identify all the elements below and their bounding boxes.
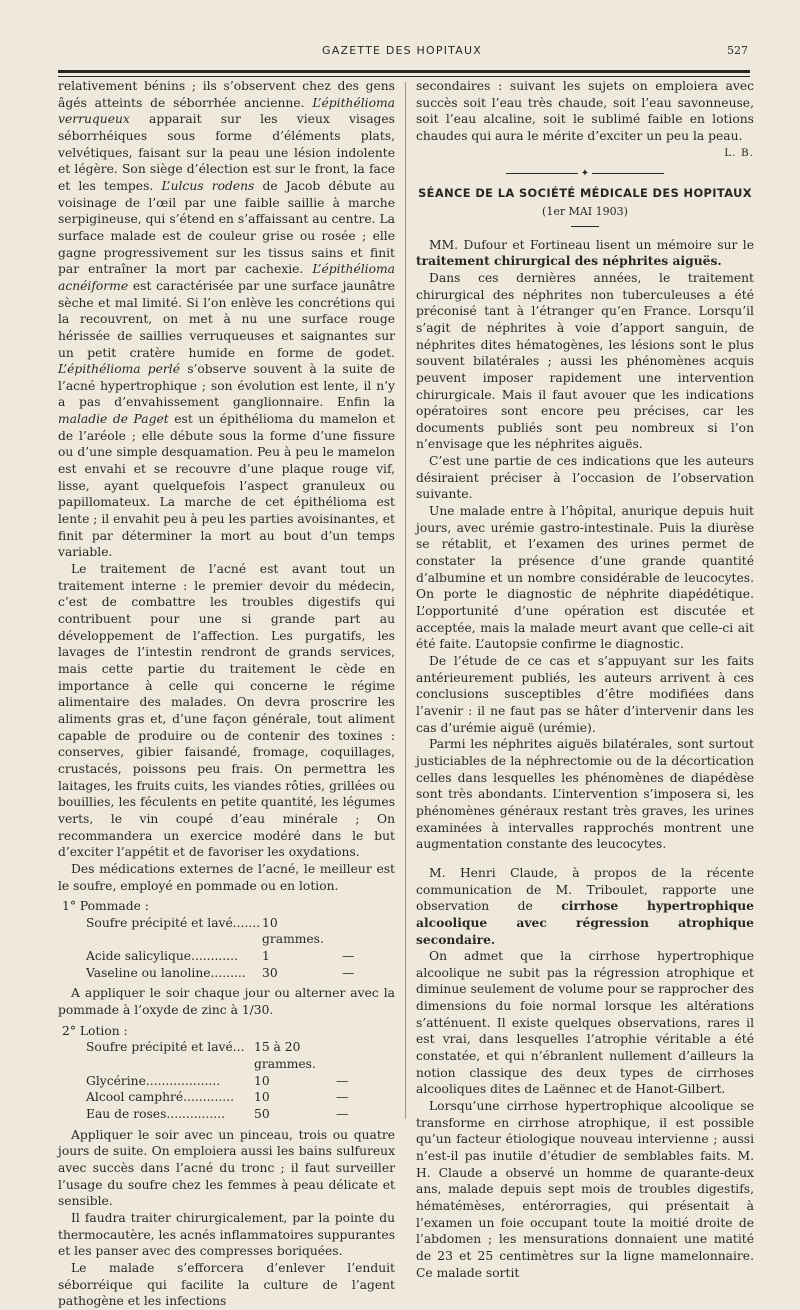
- unit: —: [342, 965, 355, 980]
- quantity: 50: [254, 1107, 270, 1122]
- left-column: [58, 78, 395, 1310]
- running-head: [56, 44, 748, 64]
- quantity: 10: [254, 1090, 270, 1105]
- recipe-row: [58, 1073, 395, 1090]
- unit: —: [336, 1073, 349, 1088]
- text: apparait sur les vieux visages séborrhéiques sous forme d’éléments plats, velvétiques, faisant sur la peau une lésion indolente et légère. Son siège d’élection est sur le front, la face et les tempes.: [58, 112, 395, 193]
- paragraph: Parmi les néphrites aiguës bilatérales, sont surtout justiciables de la néphrectomie ou de la décortication celles dans lesquelles les phénomènes de diapédèse sont très abondants. L’intervention s’imposera si, les phénomènes généraux restant très graves, les urines examinées à intervalles rapprochés montrent une augmentation constante des leucocytes.: [416, 737, 754, 852]
- italic-term: L’épithélioma verruqueux: [58, 95, 395, 127]
- text: est un épithélioma du mamelon et de l’aréole ; elle débute sous la forme d’une fissure ou d’une simple desquamation. Peu à peu le mamelon est envahi et se recouvre d’une plaque rouge vif, lisse, ayant quelquefois l’aspect granuleux ou papillomateux. La marche de cet épithélioma est lente ; il envahit peu à peu les parties avoisinantes, et finit par déterminer la mort au bout d’un temps variable.: [58, 412, 395, 560]
- short-rule: [571, 226, 599, 227]
- recipe-title: 1° Pommade :: [62, 899, 149, 914]
- ingredient: Glycérine...................: [86, 1073, 221, 1088]
- unit: —: [336, 1107, 349, 1122]
- paragraph: On admet que la cirrhose hypertrophique alcoolique ne subit pas la régression atrophique et diminue seulement de volume pour se rapprocher des dimensions du foie normal lorsque les altérations s’atténuent. Il existe quelques observations, rares il est vrai, dans lesquelles l’atrophie véritable a été constatée, et qui n’ébranlent nullement d’ailleurs la notion classique des deux types de cirrhoses alcooliques dites de Laënnec et de Hanot-Gilbert.: [416, 949, 754, 1097]
- section-title: SÉANCE DE LA SOCIÉTÉ MÉDICALE DES HOPITAUX: [418, 186, 752, 201]
- column-divider: [405, 82, 406, 1119]
- paragraph: [58, 78, 395, 561]
- ingredient: Acide salicylique............: [86, 949, 238, 964]
- text: s’observe souvent à la suite de l’acné hypertrophique ; son évolution est lente, il n’y a pas d’envahissement ganglionnaire. Enfin la: [58, 362, 396, 410]
- italic-term: L’épithélioma acnéiforme: [58, 262, 395, 293]
- text: M. Henri Claude, à propos de la récente communication de M. Triboulet, rapporte une observation de: [416, 865, 754, 914]
- recipe-row: [58, 948, 395, 965]
- paragraph: [416, 865, 754, 948]
- recipe-lotion: [58, 1023, 395, 1123]
- recipe-row: [58, 915, 395, 948]
- text: de Jacob débute au voisinage de l’œil par une faible saillie à marche serpigineuse, qui s’étend en s’affaissant au centre. La surface malade est de couleur grise ou rosée ; elle gagne progressivement sur les tissus sains et finit par entraîner la mort par cachexie.: [58, 178, 395, 277]
- bold-heading: traitement chirurgical des néphrites aiguës.: [416, 253, 722, 269]
- recipe-pommade: [58, 898, 395, 981]
- quantity: 1: [262, 949, 270, 964]
- header-rule-thin: [58, 76, 750, 77]
- section-ornament: ✦: [416, 169, 754, 179]
- paragraph: A appliquer le soir chaque jour ou alterner avec la pommade à l’oxyde de zinc à 1/30.: [58, 986, 395, 1018]
- header-rule-thick: [58, 70, 750, 73]
- italic-term: L’ulcus rodens: [161, 178, 255, 193]
- ingredient: Eau de roses...............: [86, 1107, 226, 1122]
- paragraph: Le malade s’efforcera d’enlever l’enduit séborréique qui facilite la culture de l’agent pathogène et les infections: [58, 1260, 395, 1309]
- paragraph: Lorsqu’une cirrhose hypertrophique alcoolique se transforme en cirrhose atrophique, il est possible qu’un facteur étiologique nouveau intervienne ; aussi n’est-il pas inutile d’étudier de semblables faits. M. H. Claude a observé un homme de quarante-deux ans, malade depuis sept mois de troubles digestifs, hématémèses, entérorragies, qui présentait à l’examen un foie occupant toute la moitié droite de l’abdomen ; les mensurations donnaient une matité de 23 et 25 centimètres sur la ligne mamelonnaire. Ce malade sortit: [416, 1099, 754, 1280]
- unit: —: [336, 1090, 349, 1105]
- recipe-title: 2° Lotion :: [62, 1023, 128, 1038]
- right-column: [416, 78, 754, 1281]
- ingredient: Alcool camphré.............: [86, 1090, 234, 1105]
- recipe-row: [58, 1089, 395, 1106]
- bold-heading: cirrhose hypertrophique alcoolique avec régression atrophique secondaire.: [416, 898, 754, 947]
- paragraph: Il faudra traiter chirurgicalement, par la pointe du thermocautère, les acnés inflammatoires suppurantes et les panser avec des compresses boriquées.: [58, 1210, 395, 1259]
- section-date: (1er MAI 1903): [542, 204, 628, 218]
- unit: [336, 1039, 376, 1072]
- quantity: 10 grammes.: [262, 915, 324, 947]
- ingredient: Soufre précipité et lavé...: [86, 1040, 245, 1055]
- paragraph: Le traitement de l’acné est avant tout un traitement interne : le premier devoir du médecin, c’est de combattre les troubles digestifs qui contribuent pour une si grande part au développement de l’affection. Les purgatifs, les lavages de l’intestin rendront de grands services, mais cette partie du traitement le cède en importance à celle qui concerne le régime alimentaire des malades. On devra proscrire les aliments gras et, d’une façon générale, tout aliment capable de produire ou de contenir des toxines : conserves, gibier faisandé, fromage, coquillages, crustacés, poissons peu frais. On permettra les laitages, les fruits cuits, les viandes rôties, grillées ou bouillies, les féculents en petite quantité, les légumes verts, le vin coupé d’eau minérale ; On recommandera un exercice modéré dans le but d’exciter l’appétit et de favoriser les oxydations.: [58, 562, 395, 860]
- paragraph: Une malade entre à l’hôpital, anurique depuis huit jours, avec urémie gastro-intestinale. Puis la diurèse se rétablit, et l’examen des urines permet de constater la présence d’une grande quantité d’albumine et un nombre considérable de leucocytes. On porte le diagnostic de néphrite diapédétique. L’opportunité d’une opération est discutée et acceptée, mais la malade meurt avant que celle-ci ait été faite. L’autopsie confirme le diagnostic.: [416, 504, 754, 652]
- page-number: 527: [727, 44, 748, 57]
- ingredient: Soufre précipité et lavé.......: [86, 915, 261, 930]
- recipe-row: [58, 965, 395, 982]
- text: relativement bénins ; ils s’observent chez des gens âgés atteints de séborrhée ancienne.: [58, 79, 395, 110]
- unit: —: [342, 949, 355, 964]
- paragraph: [416, 237, 754, 270]
- recipe-row: [58, 1106, 395, 1123]
- unit: [342, 915, 382, 948]
- paragraph: Appliquer le soir avec un pinceau, trois ou quatre jours de suite. On emploiera aussi les bains sulfureux avec succès dans l’acné du tronc ; il faut surveiller l’usage du soufre chez les femmes à peau délicate et sensible.: [58, 1127, 395, 1209]
- italic-term: L’épithélioma perlé: [58, 362, 181, 377]
- journal-title: GAZETTE DES HOPITAUX: [322, 44, 482, 57]
- ingredient: Vaseline ou lanoline.........: [86, 965, 246, 980]
- text: est caractérisée par une surface jaunâtre sèche et mal limité. Si l’on enlève les concrétions qui la recouvrent, on met à nu une surface rouge hérissée de saillies verruqueuses et saignantes sur un petit cratère humide en forme de godet.: [58, 278, 395, 360]
- text: MM. Dufour et Fortineau lisent un mémoire sur le: [429, 237, 754, 252]
- paragraph: Dans ces dernières années, le traitement chirurgical des néphrites non tuberculeuses a été préconisé tant à l’étranger qu’en France. Lorsqu’il s’agit de néphrites à voie d’apport sanguin, de néphrites dites hématogènes, les lésions sont le plus souvent bilatérales ; aussi les phénomènes acquis peuvent imposer rapidement une intervention chirurgicale. Mais il faut avouer que les indications opératoires sont encore peu précises, car les documents publiés sont peu nombreux si l’on n’envisage que les néphrites aiguës.: [416, 270, 754, 452]
- paragraph: secondaires : suivant les sujets on emploiera avec succès soit l’eau très chaude, soit l’eau savonneuse, soit l’eau alcaline, soit le sublimé faible en lotions chaudes qui aura le mérite d’exciter un peu la peau.: [416, 79, 754, 143]
- paragraph: De l’étude de ce cas et s’appuyant sur les faits antérieurement publiés, les auteurs arrivent à ces conclusions susceptibles d’être modifiées dans l’avenir : il ne faut pas se hâter d’intervenir dans les cas d’urémie aiguë (urémie).: [416, 654, 754, 735]
- author-initials: L. B.: [724, 146, 754, 159]
- quantity: 10: [254, 1073, 270, 1088]
- quantity: 15 à 20 grammes.: [254, 1040, 316, 1072]
- italic-term: maladie de Paget: [58, 412, 169, 427]
- recipe-row: [58, 1039, 395, 1072]
- quantity: 30: [262, 965, 278, 980]
- paragraph: Des médications externes de l’acné, le meilleur est le soufre, employé en pommade ou en lotion.: [58, 861, 395, 893]
- paragraph: C’est une partie de ces indications que les auteurs désiraient préciser à l’occasion de l’observation suivante.: [416, 454, 754, 502]
